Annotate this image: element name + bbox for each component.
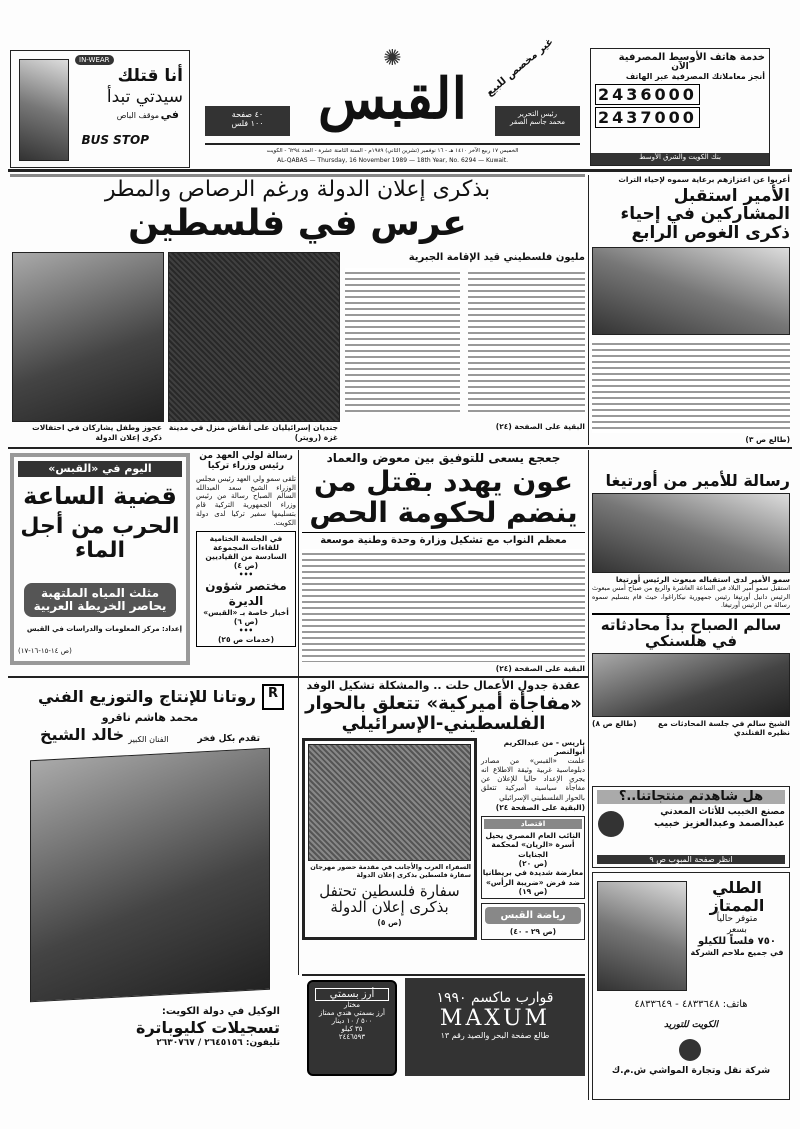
box-title: اقتصاد <box>484 819 582 828</box>
block <box>205 143 580 145</box>
index-page: (ص ٦) <box>233 617 259 627</box>
block <box>8 676 588 678</box>
page-ref: (ص ٢٠) <box>518 858 548 868</box>
logo-text: القبس <box>317 66 468 132</box>
ortega-headline: رسالة للأمير من أورتيغا <box>605 471 790 490</box>
logo <box>295 46 490 132</box>
ad-line: سيدتي تبدأ <box>106 87 183 107</box>
ad-rice <box>307 980 397 1076</box>
ad-line: موقف الباص <box>116 111 159 120</box>
furniture-text <box>629 808 785 829</box>
crown-text: تلقى سمو ولي العهد رئيس مجلس الوزراء الشيخ سعد العبدالله السالم الصباح رسالة من رئيس وزراء الجمهورية التركية قام بتسليمها سفير تركيا لدى دولة الكويت. <box>196 474 296 527</box>
ad-line: في جميع ملاحم الشركة <box>690 947 784 957</box>
ad-line: بسعر <box>727 924 747 935</box>
ad-line: متوفر حالياً <box>716 914 758 925</box>
photo-caption: الشيخ سالم في جلسة المحادثات مع نظيره الفنلندي <box>658 718 790 738</box>
not-for-sale-label: غير مخصص للبيع <box>484 36 556 99</box>
lead-photo-elderly <box>12 252 164 422</box>
embassy-headline: سفارة فلسطين تحتفل بذكرى إعلان الدولة <box>319 881 460 917</box>
amir-headline: الأمير استقبل المشاركين في إحياء ذكرى الغوص الرابع <box>620 185 790 244</box>
block <box>8 447 792 449</box>
box-title: رياضة القبس <box>485 907 581 924</box>
ad-title: روتانا للإنتاج والتوزيع الفني <box>37 687 256 707</box>
byline: باريس - من عبدالكريم أبوالنصر <box>503 737 585 757</box>
body-text <box>345 268 460 414</box>
body-text <box>302 549 585 662</box>
block <box>588 175 589 445</box>
dialogue-body <box>481 738 585 813</box>
ad-bank <box>590 48 770 166</box>
dialogue-side <box>481 738 585 940</box>
index-item: أخبار خاصة بـ «القبس» <box>203 608 289 618</box>
box-pages: (ص ١٤-١٥-١٦-١٧) <box>18 647 72 655</box>
block: ••• <box>238 570 254 580</box>
index-page: (ص ٤) <box>233 561 259 571</box>
ad-brand: MAXUM <box>439 1006 551 1031</box>
phone-number: هاتف: ٤٨٣٣٦٤٨ - ٤٨٣٣٦٤٩ <box>634 999 748 1010</box>
ad-line: محمد هاشم ناقرو <box>101 711 199 724</box>
ad-line: تقدم بكل فخر <box>197 733 260 744</box>
page-ref: (ص ٢٩ - ٤٠) <box>509 927 557 937</box>
company-name: شركة نقل وتجارة المواشي ش.م.ك <box>611 1066 771 1076</box>
ad-line: الوكيل في دولة الكويت: <box>161 1005 280 1017</box>
amir-kicker: أعربوا عن اعتزازهم برعاية سموه لإحياء التراث <box>618 175 790 184</box>
price: ١٠٠ فلس <box>231 119 264 128</box>
price: ٧٥٠ فلساً للكيلو <box>698 935 776 947</box>
ad-title: هل شاهدتم منتجاتنا..؟ <box>597 790 785 804</box>
photo-caption: السفراء العرب والأجانب في مقدمة حضور مهرجان سفارة فلسطين بذكرى إعلان الدولة <box>310 862 471 880</box>
ad-badge: IN-WEAR <box>75 55 114 65</box>
ad-line: أنجز معاملاتك المصرفية عبر الهاتف <box>625 71 765 81</box>
ad-title: خدمة هاتف الأوسط المصرفية <box>618 52 765 63</box>
ad-line: الكويت للتوريد <box>664 1020 718 1030</box>
economy-box <box>481 816 585 899</box>
salem-headline: سالم الصباح بدأ محادثاته في هلسنكي <box>592 613 790 650</box>
owners-name: عبدالصمد وعبدالعزيز خبيب <box>653 817 785 829</box>
dialogue-kicker: عقدة جدول الأعمال حلت .. والمشكلة تشكيل الوفد <box>306 679 581 692</box>
lamb-photo <box>597 881 687 991</box>
continued-note: البقية على الصفحة (٢٤) <box>495 664 585 674</box>
ortega-text: استقبل سمو أمير البلاد في الساعة العاشرة والربع من صباح أمس مبعوث الرئيس دانيل أورتيغا رئيس جمهورية نيكاراغوا، حيث قام بتسليم سموه رسالة من الرئيس أورتيغا. <box>592 584 790 610</box>
box-headline: الحرب من أجل الماء <box>20 514 180 564</box>
ad-line: مختار <box>344 1001 360 1009</box>
dialogue-row <box>302 738 585 940</box>
ad-brand: BUS STOP <box>81 133 149 147</box>
block: ••• <box>238 626 254 636</box>
ad-line: أرز بسمتي هندي ممتاز <box>319 1009 385 1017</box>
lead-subhead: مليون فلسطيني قيد الإقامة الجبرية <box>408 252 585 263</box>
economy-item: معارضة شديدة في بريطانيا ضد فرض «ضريبة الرأس» <box>482 868 584 887</box>
crown-headline: رسالة لولي العهد من رئيس وزراء تركيا <box>199 451 293 471</box>
index-item: مختصر شؤون الديرة <box>205 579 287 608</box>
salem-caption <box>592 719 790 739</box>
crown-prince-column <box>196 452 296 647</box>
lebanon-story <box>302 452 585 674</box>
salem-photo <box>592 653 790 717</box>
pages-box <box>205 106 290 136</box>
dialogue-headline: «مفاجأة أميركية» تتعلق بالحوار الفلسطيني-الإسرائيلي <box>305 693 582 734</box>
page-ref: (ص ١٩) <box>518 887 548 897</box>
today-in-qabas <box>10 453 190 665</box>
sports-box <box>481 903 585 940</box>
box-credit: إعداد: مركز المعلومات والدراسات في القبس <box>26 625 182 633</box>
right-middle-column <box>592 472 790 738</box>
box-title: اليوم في «القبس» <box>18 461 182 477</box>
rotana-header <box>10 680 290 710</box>
store-name: تسجيلات كليوباترة <box>136 1017 280 1037</box>
continued-note: البقية على الصفحة (٢٤) <box>495 422 585 431</box>
company-logo-icon <box>679 1039 701 1061</box>
lebanon-subhead: معظم النواب مع تشكيل وزارة وحدة وطنية موسعة <box>302 532 585 546</box>
body-text <box>468 268 585 414</box>
logo-sunburst-icon: ✺ <box>383 46 402 71</box>
economy-item: النائب العام المصري يحيل أسرة «الريان» لمحكمة الجنايات <box>485 830 581 859</box>
photo-caption: سمو الأمير لدى استقباله مبعوث الرئيس أورتيغا <box>615 574 790 584</box>
dialogue-story <box>302 680 585 940</box>
amir-story <box>592 175 790 445</box>
phone-number: 2437000 <box>595 107 700 128</box>
ad-line: ٣٥ كيلو <box>341 1025 363 1033</box>
page-ref: (ص ٥) <box>377 917 402 927</box>
block <box>302 974 585 976</box>
ad-model-photo <box>19 59 69 161</box>
box-headline: قضية الساعة <box>23 482 177 510</box>
artist-name: خالد الشيخ <box>40 725 125 745</box>
ad-title: الطلي الممتاز <box>709 878 765 915</box>
ortega-photo <box>592 493 790 573</box>
photo-caption: عجوز وطفل يشاركان في احتفالات ذكرى إعلان الدولة <box>32 423 162 442</box>
ad-title: قوارب ماكسم ١٩٩٠ <box>436 990 554 1006</box>
editor-title: رئيس التحرير <box>518 110 557 118</box>
block <box>298 450 299 975</box>
phone-number: تليفون: ٢٦٤٥١٥٦ / ٢٦٣٠٧٦٧ <box>156 1038 280 1049</box>
company-name: مصنع الخبيب للأثاث المعدني <box>660 807 785 817</box>
index-item: في الجلسة الختامية للقاءات المجموعة السادسة من القياديين <box>205 534 287 562</box>
ad-lamb <box>592 872 790 1100</box>
phone-number: 2436000 <box>595 84 700 105</box>
ad-maxum <box>405 978 585 1076</box>
lebanon-headline: عون يهدد بقتل من ينضم لحكومة الحص <box>309 465 578 529</box>
continued-note: (طالع ص ٨) <box>592 718 637 728</box>
crown-index-box <box>196 531 296 647</box>
ad-inwear <box>10 50 190 168</box>
editor-name: محمد جاسم الصقر <box>510 118 565 126</box>
index-page: (خدمات ص ٢٥) <box>217 635 275 645</box>
block <box>8 169 792 172</box>
block <box>588 450 589 1100</box>
lebanon-kicker: جعجع يسعى للتوفيق بين معوض والعماد <box>326 451 561 465</box>
ad-footer: بنك الكويت والشرق الأوسط <box>591 153 769 165</box>
ad-line: طالع صفحة البحر والصيد رقم ١٣ <box>440 1031 550 1040</box>
ad-title: أرز بسمتي <box>315 988 389 1001</box>
lamb-text <box>688 879 786 957</box>
ad-line: في <box>160 108 179 121</box>
lead-headline: عرس في فلسطين <box>128 203 467 244</box>
ad-footer: انظر صفحة المبوب ص ٩ <box>597 855 785 864</box>
editor-box <box>495 106 580 136</box>
ad-furniture <box>592 786 790 868</box>
ad-line: الآن <box>671 62 689 72</box>
lead-kicker: بذكرى إعلان الدولة ورغم الرصاص والمطر <box>104 177 491 202</box>
continued-note: (طالع ص ٣) <box>745 435 790 445</box>
photo-caption: جنديان إسرائيليان على أنقاض منزل في مدينة غزة (رويتر) <box>168 423 338 442</box>
company-logo-icon <box>598 811 624 837</box>
album-cover-photo <box>30 747 270 1002</box>
pages-count: ٤٠ صفحة <box>231 110 264 119</box>
amir-photo <box>592 247 790 335</box>
embassy-story <box>302 738 477 940</box>
date-english: AL-QABAS — Thursday, 16 November 1989 — 18th Year, No. 6294 — Kuwait. <box>277 157 508 164</box>
ad-line: ٥٠٠ / ١٠ دينار <box>331 1017 373 1025</box>
rotana-artist-row <box>10 726 290 744</box>
body-text <box>592 339 790 433</box>
ad-line: ٢٤٤٦٥٩٣ <box>338 1033 366 1041</box>
ad-rotana <box>10 680 290 1090</box>
dialogue-text: علمت «القبس» من مصادر دبلوماسية غربية وثيقة الاطلاع انه يجري الإعداد حاليا للإعلان عن مفاجأة سياسية أميركية تتعلق بالحوار الفلسطيني الإسرائيلي <box>481 757 585 802</box>
lead-photo-soldiers <box>168 252 340 422</box>
ad-line: الفنان الكبير <box>128 734 169 744</box>
ad-line: أنا قتلك <box>117 66 183 86</box>
artist-block <box>40 726 169 744</box>
rotana-logo-icon: R <box>262 684 284 710</box>
date-arabic: الخميس ١٧ ربيع الآخر ١٤١٠ هـ - ١٦ نوفمبر (تشرين الثاني) ١٩٨٩م - السنة الثامنة عشرة - العدد ٦٢٩٤ - الكويت <box>266 148 519 154</box>
continued-note: (البقية على الصفحة ٢٤) <box>495 802 585 812</box>
box-feature: مثلث المياه الملتهبة يحاصر الخريطة العربية <box>24 583 176 617</box>
embassy-photo <box>308 744 471 861</box>
